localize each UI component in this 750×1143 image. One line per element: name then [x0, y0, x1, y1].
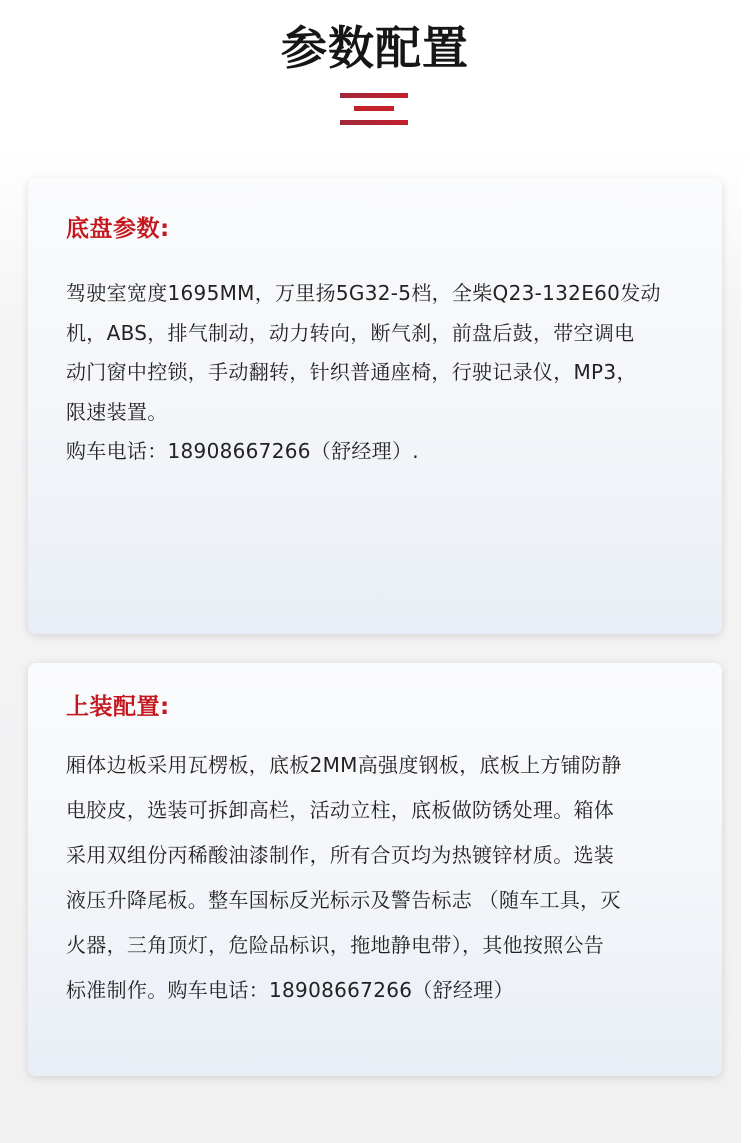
- body-config-heading: 上装配置:: [66, 694, 170, 720]
- chassis-params-text: [66, 274, 706, 472]
- body-config-text: [66, 743, 706, 1013]
- chassis-params-card: [28, 178, 722, 634]
- text-line: 驾驶室宽度1695MM，万里扬5G32-5档，全柴Q23-132E60发动: [66, 281, 661, 305]
- text-line: 限速装置。: [66, 399, 168, 424]
- decoration-bar-middle: [354, 106, 394, 111]
- chassis-params-heading: 底盘参数:: [66, 216, 170, 242]
- text-line: 动门窗中控锁，手动翻转，针织普通座椅，行驶记录仪，MP3，: [66, 360, 637, 384]
- page-title: 参数配置: [281, 21, 469, 75]
- decoration-bar-top: [340, 93, 408, 98]
- decoration-bar-bottom: [340, 120, 408, 125]
- text-line: 购车电话：18908667266（舒经理）.: [66, 439, 419, 463]
- body-config-card: [28, 663, 722, 1076]
- page-edge-strip: [741, 160, 750, 1143]
- text-line: 电胶皮，选装可拆卸高栏，活动立柱，底板做防锈处理。箱体: [66, 798, 615, 822]
- text-line: 液压升降尾板。整车国标反光标示及警告标志 （随车工具，灭: [66, 888, 621, 912]
- title-underline-decoration: [340, 93, 408, 125]
- text-line: 采用双组份丙稀酸油漆制作，所有合页均为热镀锌材质。选装: [66, 843, 615, 867]
- text-line: 火器，三角顶灯，危险品标识，拖地静电带），其他按照公告: [66, 933, 605, 957]
- text-line: 机，ABS，排气制动，动力转向，断气刹，前盘后鼓，带空调电: [66, 320, 635, 345]
- text-line: 厢体边板采用瓦楞板，底板2MM高强度钢板，底板上方铺防静: [66, 753, 622, 777]
- text-line: 标准制作。购车电话：18908667266（舒经理）: [66, 978, 514, 1002]
